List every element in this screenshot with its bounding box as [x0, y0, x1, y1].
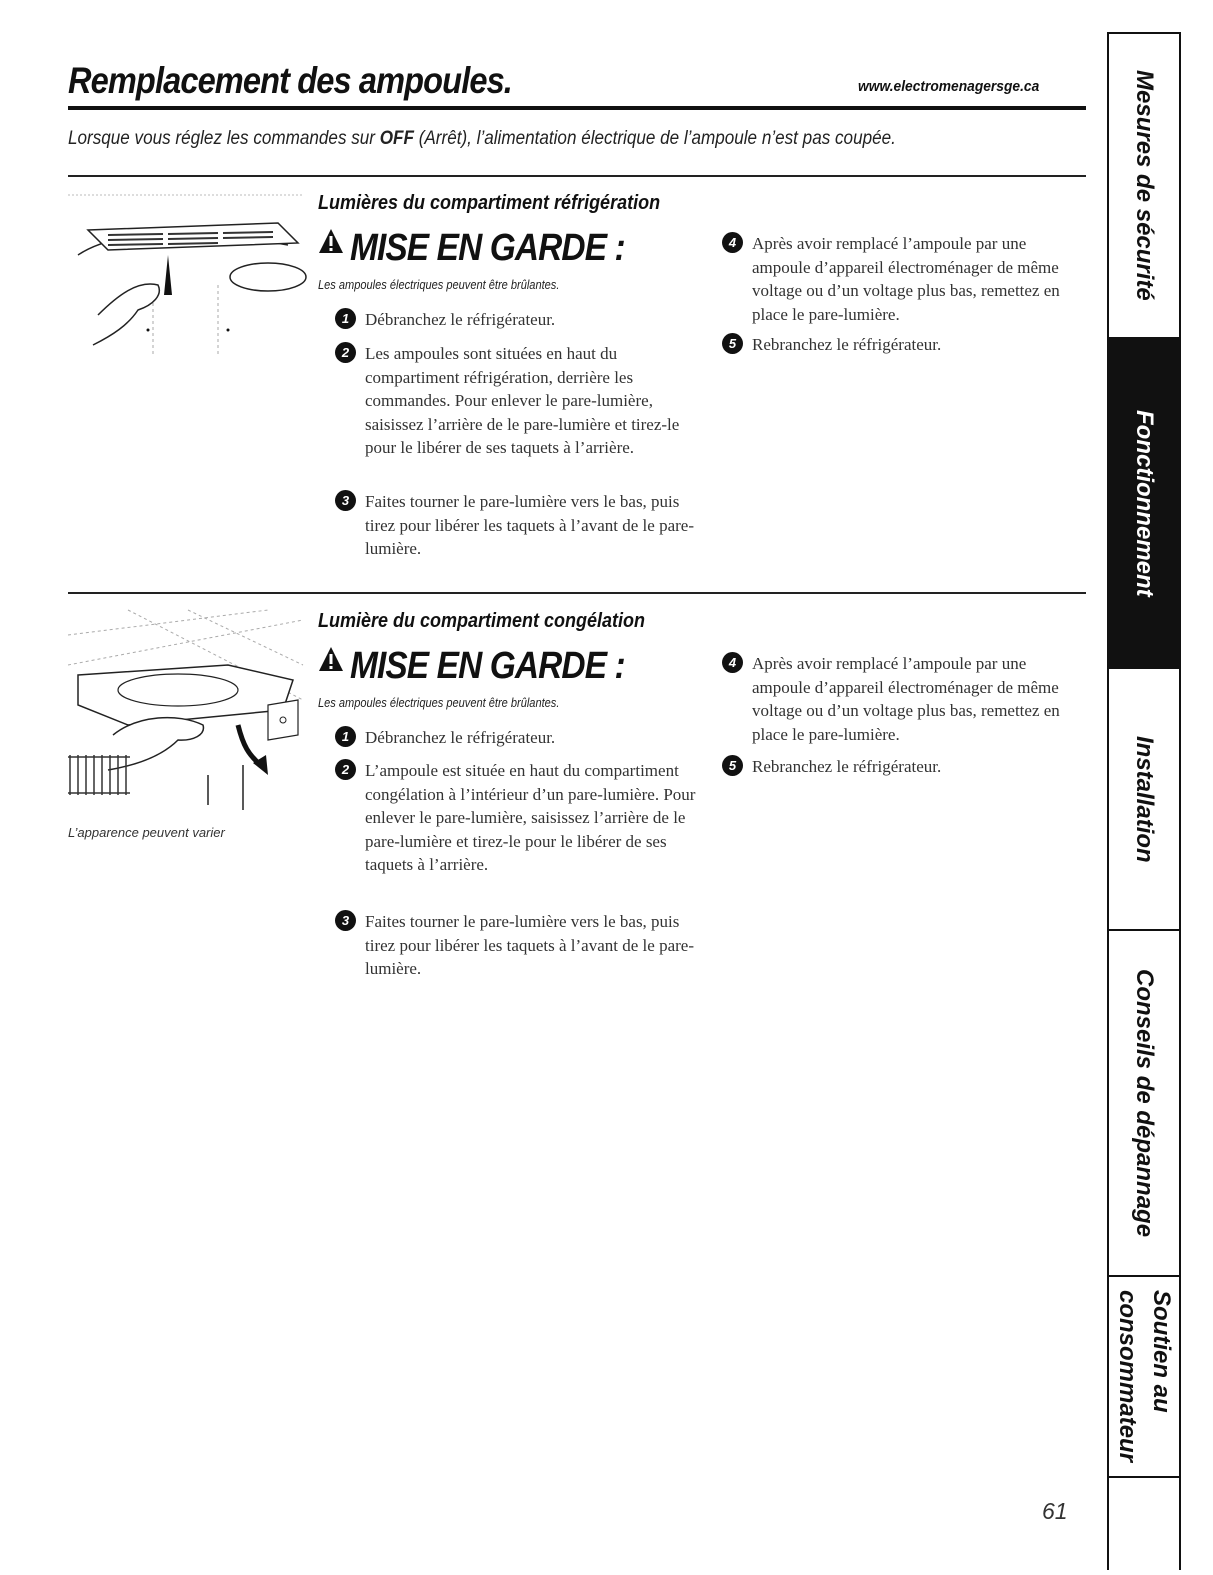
intro-text-off: OFF: [379, 128, 414, 149]
tab-label: Fonctionnement: [1131, 409, 1158, 597]
tab-label: Installation: [1131, 735, 1158, 863]
tab-mesures-de-securite[interactable]: [1109, 34, 1179, 339]
fridge-light-illustration: [68, 185, 313, 365]
step-text: Débranchez le réfrigérateur.: [365, 310, 556, 329]
tab-label: Conseils de dépannage: [1131, 968, 1158, 1238]
step-number-badge: 3: [335, 490, 356, 511]
caution-heading: MISE EN GARDE :: [350, 645, 625, 687]
freezer-step: [722, 652, 1067, 746]
freezer-light-illustration: [68, 605, 313, 815]
freezer-step: [335, 726, 697, 750]
step-number-badge: 4: [722, 652, 743, 673]
freezer-step: [335, 910, 697, 981]
intro-text-after: (Arrêt), l’alimentation électrique de l’ampoule n’est pas coupée.: [413, 128, 896, 149]
website-url: www.electromenagersge.ca: [858, 78, 1040, 95]
step-text: Après avoir remplacé l’ampoule par une ampoule d’appareil électroménager de même voltage ou d’un voltage plus bas, remettez en place le pare-lumière.: [752, 234, 1060, 324]
illustration-caption: L’apparence peuvent varier: [68, 825, 225, 840]
freezer-step: [722, 755, 1067, 779]
step-number-badge: 2: [335, 759, 356, 780]
fridge-step: [335, 490, 697, 561]
step-text: Les ampoules sont situées en haut du compartiment réfrigération, derrière les commandes. Pour enlever le pare-lumière, saisissez l’arrière de le pare-lumière et tirez-le pour le libérer de ses taquets à l’arrière.: [365, 344, 680, 457]
tab-installation[interactable]: [1109, 669, 1179, 931]
tab-soutien-au-consommateur[interactable]: [1109, 1277, 1179, 1478]
section-divider: [68, 592, 1086, 594]
warning-icon: [318, 227, 344, 255]
intro-text: [68, 128, 896, 150]
step-text: Faites tourner le pare-lumière vers le bas, puis tirez pour libérer les taquets à l’avant de le pare-lumière.: [365, 912, 694, 978]
step-number-badge: 1: [335, 308, 356, 329]
fridge-section-title: Lumières du compartiment réfrigération: [318, 192, 661, 214]
fridge-caution: [318, 227, 662, 270]
page-title: Remplacement des ampoules.: [68, 60, 512, 101]
caution-heading: MISE EN GARDE :: [350, 227, 625, 269]
step-text: Faites tourner le pare-lumière vers le bas, puis tirez pour libérer les taquets à l’avant de le pare-lumière.: [365, 492, 694, 558]
section-tabs-sidebar: [1107, 32, 1181, 1570]
fridge-step: [722, 232, 1067, 326]
tab-conseils-de-depannage[interactable]: [1109, 931, 1179, 1277]
tab-label-line1: Soutien au: [1148, 1290, 1175, 1414]
step-text: L’ampoule est située en haut du compartiment congélation à l’intérieur d’un pare-lumière. Pour enlever le pare-lumière, saisissez l’arrière de le pare-lumière et tirez-le pour le libérer de ses taquets à l’arrière.: [365, 761, 696, 874]
tab-label: Mesures de sécurité: [1131, 70, 1158, 301]
step-number-badge: 5: [722, 755, 743, 776]
step-number-badge: 4: [722, 232, 743, 253]
title-divider: [68, 106, 1086, 110]
step-number-badge: 1: [335, 726, 356, 747]
tab-label-line2: consommateur: [1114, 1290, 1141, 1463]
freezer-caution: [318, 645, 662, 688]
caution-subtext: Les ampoules électriques peuvent être brûlantes.: [318, 277, 560, 292]
freezer-section-title: Lumière du compartiment congélation: [318, 610, 646, 632]
step-text: Rebranchez le réfrigérateur.: [752, 757, 942, 776]
warning-icon: [318, 645, 344, 673]
step-number-badge: 2: [335, 342, 356, 363]
step-number-badge: 3: [335, 910, 356, 931]
caution-subtext: Les ampoules électriques peuvent être brûlantes.: [318, 695, 560, 710]
tab-fonctionnement[interactable]: [1109, 339, 1179, 669]
step-text: Débranchez le réfrigérateur.: [365, 728, 556, 747]
page-number: 61: [1042, 1498, 1068, 1524]
freezer-step: [335, 759, 697, 877]
step-text: Après avoir remplacé l’ampoule par une ampoule d’appareil électroménager de même voltage ou d’un voltage plus bas, remettez en place le pare-lumière.: [752, 654, 1060, 744]
fridge-step: [335, 342, 697, 460]
intro-text-before: Lorsque vous réglez les commandes sur: [68, 128, 380, 149]
step-text: Rebranchez le réfrigérateur.: [752, 335, 942, 354]
section-divider: [68, 175, 1086, 177]
step-number-badge: 5: [722, 333, 743, 354]
fridge-step: [722, 333, 1067, 357]
fridge-step: [335, 308, 697, 332]
